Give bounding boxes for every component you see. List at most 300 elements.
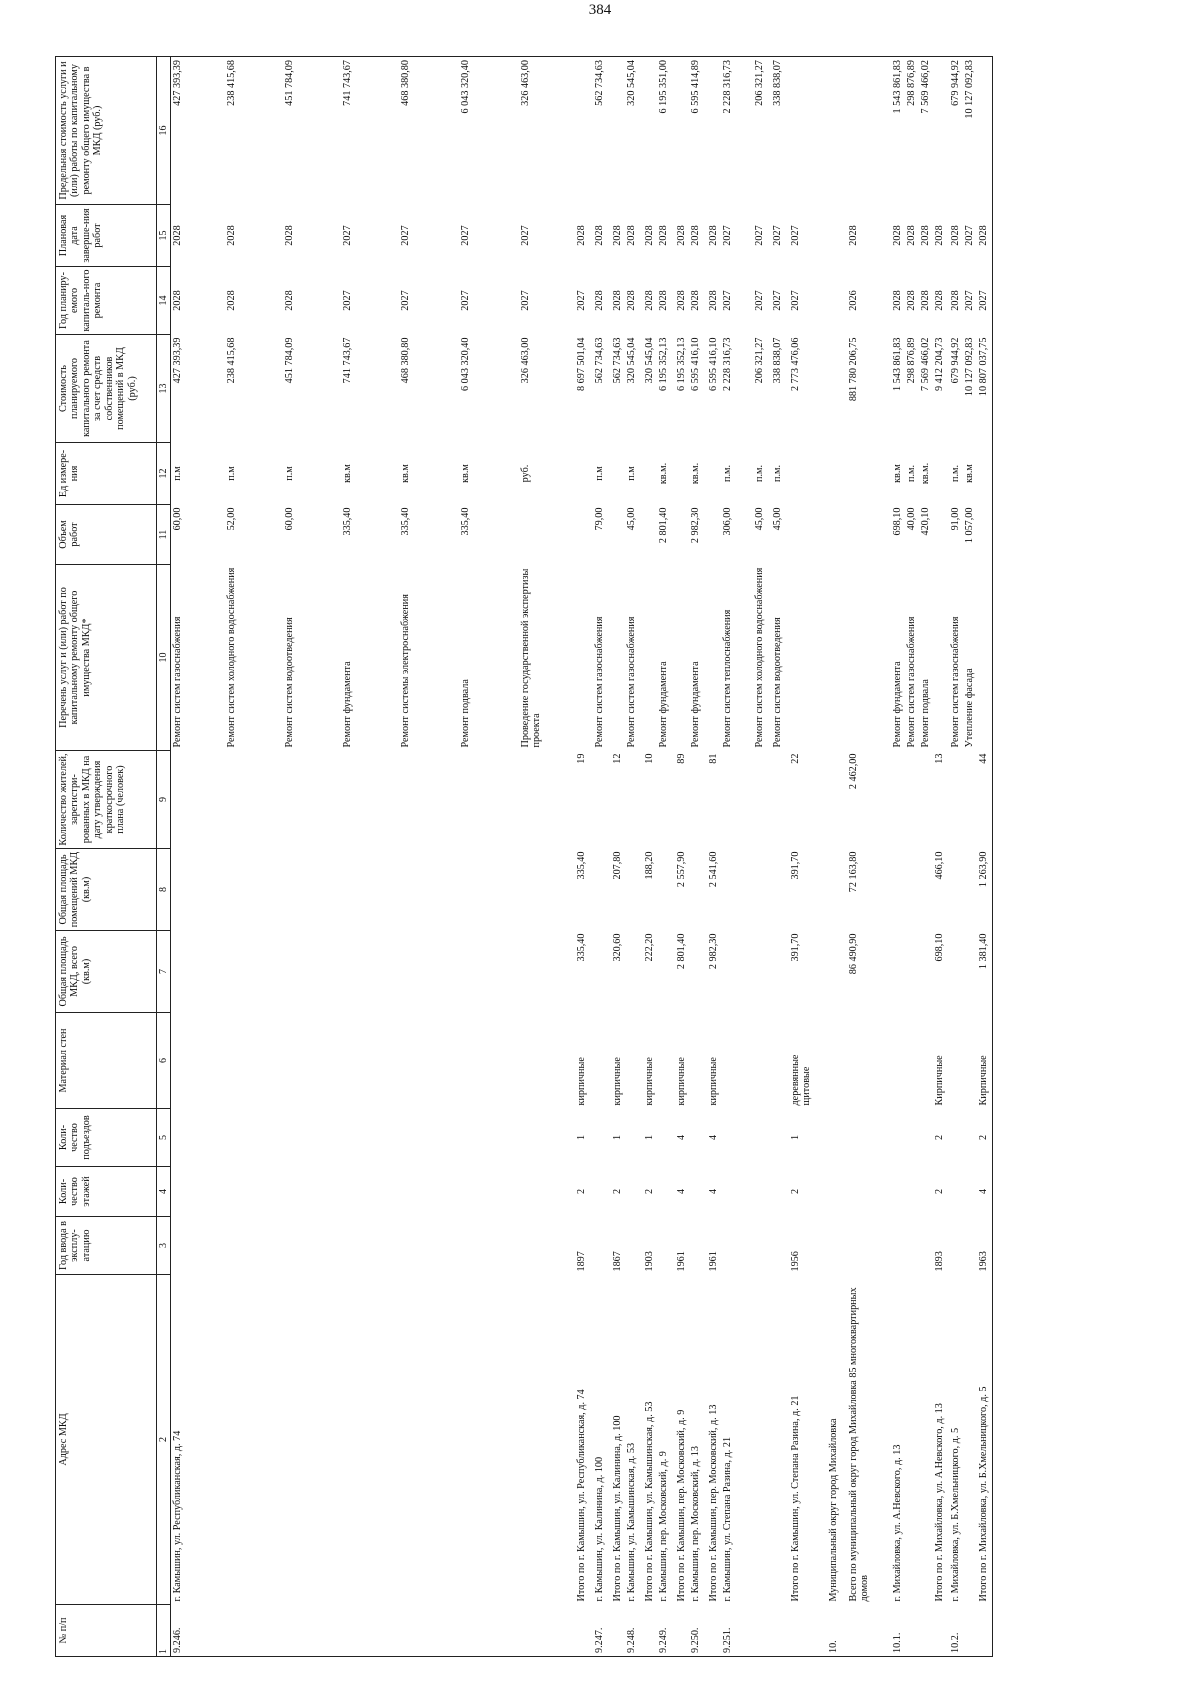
table-cell-col-1 (225, 1605, 283, 1657)
table-cell-col-14: 2028 (625, 290, 637, 311)
table-cell-col-11 (847, 505, 891, 565)
table-cell-col-16: 468 380,80 (399, 57, 459, 205)
table-cell-col-14: 2027 (721, 290, 733, 311)
header-cell: Объем работ (56, 505, 157, 565)
table-row (625, 57, 643, 1657)
table-cell-col-5 (949, 1109, 963, 1167)
table-cell-col-7 (625, 931, 643, 1013)
table-cell-col-10: Ремонт систем водоотведения (283, 617, 295, 748)
table-cell-col-16 (933, 57, 949, 205)
table-cell-col-12 (643, 443, 657, 505)
table-cell-col-1 (283, 1605, 341, 1657)
table-cell-col-7 (225, 931, 283, 1013)
table-cell-col-13: 338 838,07 (771, 337, 783, 384)
table-cell-col-16: 6 043 320,40 (459, 57, 519, 205)
table-cell-col-3: 1961 (707, 1251, 719, 1272)
table-row (771, 57, 789, 1657)
table-cell-col-6: кирпичные (643, 1057, 655, 1106)
table-row (721, 57, 753, 1657)
table-cell-col-10 (933, 565, 949, 751)
table-cell-col-5 (891, 1109, 905, 1167)
table-cell-col-9 (905, 751, 919, 849)
table-cell-col-11: 60,00 (172, 507, 183, 531)
table-cell-col-4 (689, 1167, 707, 1217)
table-cell-col-16 (675, 57, 689, 205)
table-cell-col-1 (459, 1605, 519, 1657)
table-cell-col-8 (283, 849, 341, 931)
table-cell-col-15: 2027 (963, 225, 975, 246)
table-cell-col-8 (721, 849, 753, 931)
table-cell-col-8 (771, 849, 789, 931)
table-cell-col-8 (963, 849, 977, 931)
table-cell-col-1: 10.1. (891, 1605, 905, 1657)
table-cell-col-14: 2027 (789, 290, 801, 311)
table-cell-col-2: г. Камышин, ул. Камышинская, д. 53 (625, 1442, 637, 1602)
table-cell-col-4 (919, 1167, 933, 1217)
table-cell-col-15: 2028 (625, 225, 637, 246)
table-cell-col-13: 6 195 352,13 (675, 337, 687, 391)
table-cell-col-5 (753, 1109, 771, 1167)
table-cell-col-10: Ремонт подвала (919, 679, 931, 748)
table-cell-col-8 (225, 849, 283, 931)
table-cell-col-4: 2 (643, 1188, 655, 1195)
table-cell-col-10: Ремонт систем газоснабжения (949, 616, 961, 748)
table-cell-col-10: Ремонт фундамента (657, 661, 669, 748)
table-cell-col-3 (657, 1217, 675, 1275)
table-cell-col-7: 222,20 (643, 933, 655, 962)
table-cell-col-5: 1 (575, 1134, 587, 1141)
table-cell-col-13: 741 743,67 (341, 337, 353, 384)
table-cell-col-9 (949, 751, 963, 849)
table-cell-col-9: 19 (575, 753, 587, 764)
table-cell-col-10: Ремонт системы электроснабжения (399, 594, 411, 748)
table-cell-col-16 (827, 57, 847, 205)
table-cell-col-16: 10 127 092,83 (963, 57, 977, 205)
table-cell-col-4 (225, 1167, 283, 1217)
column-number: 5 (157, 1109, 171, 1167)
table-cell-col-6 (341, 1013, 399, 1109)
table-cell-col-15: 2028 (707, 225, 719, 246)
table-cell-col-6 (225, 1013, 283, 1109)
column-number: 13 (157, 335, 171, 443)
table-cell-col-3 (625, 1217, 643, 1275)
header-cell: Количество жителей, зарегистри-рованных в МКД на дату утверждения краткосрочного плана (человек) (56, 751, 157, 849)
table-cell-col-7 (459, 931, 519, 1013)
table-cell-col-11: 45,00 (753, 507, 765, 531)
table-cell-col-4 (593, 1167, 611, 1217)
table-cell-col-7: 320,60 (611, 933, 623, 962)
table-cell-col-8 (399, 849, 459, 931)
table-cell-col-1 (519, 1605, 575, 1657)
table-cell-col-3 (963, 1217, 977, 1275)
table-cell-col-6 (171, 1013, 225, 1109)
table-cell-col-13: 1 543 861,83 (891, 337, 903, 391)
table-row (519, 57, 575, 1657)
table-cell-col-15: 2028 (172, 225, 183, 246)
table-cell-col-2: Итого по г. Камышин, пер. Московский, д. 9 (675, 1409, 687, 1602)
column-number: 15 (157, 205, 171, 267)
table-cell-col-6 (689, 1013, 707, 1109)
table-cell-col-16: 1 543 861,83 (891, 57, 905, 205)
table-row (593, 57, 611, 1657)
table-cell-col-16: 6 195 351,00 (657, 57, 675, 205)
table-cell-col-16: 298 876,89 (905, 57, 919, 205)
table-cell-col-10: Ремонт систем газоснабжения (905, 616, 917, 748)
rotated-table-wrapper (55, 57, 1185, 1657)
table-cell-col-4 (625, 1167, 643, 1217)
header-cell: № п/п (56, 1605, 157, 1657)
table-cell-col-4 (827, 1167, 847, 1217)
table-cell-col-9 (891, 751, 905, 849)
table-cell-col-15: 2028 (689, 225, 701, 246)
table-cell-col-16: 320 545,04 (625, 57, 643, 205)
table-cell-col-11: 45,00 (625, 507, 637, 531)
table-cell-col-12 (827, 443, 847, 505)
table-cell-col-13: 10 807 037,75 (977, 335, 993, 443)
table-cell-col-10 (643, 565, 657, 751)
table-cell-col-10: Ремонт систем холодного водоснабжения (225, 567, 237, 748)
table-cell-col-13: 427 393,39 (172, 337, 183, 384)
table-row (675, 57, 689, 1657)
table-cell-col-12: кв.м (399, 464, 411, 483)
table-cell-col-9 (753, 751, 771, 849)
table-cell-col-15: 2028 (949, 225, 961, 246)
table-cell-col-8: 72 163,80 (847, 851, 859, 893)
table-cell-col-3 (721, 1217, 753, 1275)
table-cell-col-6 (891, 1013, 905, 1109)
table-cell-col-8 (689, 849, 707, 931)
table-cell-col-5 (919, 1109, 933, 1167)
table-cell-col-6: кирпичные (707, 1057, 719, 1106)
table-cell-col-10: Утепление фасада (963, 668, 975, 748)
table-cell-col-6 (519, 1013, 575, 1109)
column-number: 10 (157, 565, 171, 751)
table-cell-col-1: 9.248. (625, 1605, 643, 1657)
table-cell-col-5 (341, 1109, 399, 1167)
table-row (643, 57, 657, 1657)
header-cell: Перечень услуг и (или) работ по капитальному ремонту общего имущества МКД* (56, 565, 157, 751)
table-cell-col-13: 6 595 416,10 (689, 337, 701, 391)
table-cell-col-16: 679 944,92 (949, 57, 963, 205)
table-cell-col-10 (675, 565, 689, 751)
table-cell-col-8: 335,40 (575, 851, 587, 880)
table-cell-col-12: п.м. (905, 465, 917, 482)
table-cell-col-4 (847, 1167, 891, 1217)
table-cell-col-6 (949, 1013, 963, 1109)
table-cell-col-16 (789, 57, 827, 205)
table-cell-col-7 (771, 931, 789, 1013)
table-cell-col-9 (963, 751, 977, 849)
table-cell-col-5 (283, 1109, 341, 1167)
table-cell-col-7: 2 801,40 (675, 933, 687, 970)
table-cell-col-3 (847, 1217, 891, 1275)
table-cell-col-9 (827, 751, 847, 849)
table-cell-col-4: 2 (575, 1188, 587, 1195)
table-cell-col-14: 2028 (707, 290, 719, 311)
table-cell-col-1 (643, 1605, 657, 1657)
table-cell-col-10 (977, 565, 993, 751)
header-cell: Общая площадь помещений МКД (кв.м) (56, 849, 157, 931)
table-cell-col-3 (225, 1217, 283, 1275)
table-body (171, 57, 993, 1657)
table-cell-col-14: 2028 (905, 290, 917, 311)
table-cell-col-13: 562 734,63 (593, 337, 605, 384)
table-cell-col-11 (933, 505, 949, 565)
header-cell: Коли-чество подъездов (56, 1109, 157, 1167)
table-cell-col-14: 2028 (657, 290, 669, 311)
table-cell-col-11: 335,40 (459, 507, 471, 536)
table-cell-col-10: Ремонт систем газоснабжения (172, 616, 183, 748)
table-cell-col-7: 1 381,40 (977, 931, 993, 1013)
table-cell-col-12 (977, 443, 993, 505)
table-cell-col-15: 2028 (283, 225, 295, 246)
header-cell: Материал стен (56, 1013, 157, 1109)
table-cell-col-16 (575, 57, 593, 205)
table-cell-col-13: 206 321,27 (753, 337, 765, 384)
table-cell-col-13: 9 412 204,73 (933, 337, 945, 391)
table-cell-col-2: г. Камышин, пер. Московский, д. 13 (689, 1446, 701, 1602)
table-cell-col-2: Итого по г. Камышин, ул. Степана Разина, д. 21 (789, 1395, 801, 1602)
header-cell: Год планиру-емого капиталь-ного ремонта (56, 267, 157, 335)
table-cell-col-3 (905, 1217, 919, 1275)
table-cell-col-6 (827, 1013, 847, 1109)
table-cell-col-13 (827, 335, 847, 443)
table-row (789, 57, 827, 1657)
table-cell-col-11: 52,00 (225, 507, 237, 531)
table-cell-col-8 (919, 849, 933, 931)
table-cell-col-5 (225, 1109, 283, 1167)
table-cell-col-2 (771, 1275, 789, 1605)
table-cell-col-8 (593, 849, 611, 931)
table-cell-col-2: Итого по г. Камышин, ул. Калинина, д. 100 (611, 1415, 623, 1602)
table-cell-col-16: 6 595 414,89 (689, 57, 707, 205)
page-number: 384 (588, 2, 612, 18)
table-cell-col-13: 6 043 320,40 (459, 337, 471, 391)
table-cell-col-3: 1867 (611, 1251, 623, 1272)
table-cell-col-7 (657, 931, 675, 1013)
table-cell-col-12: п.м (225, 466, 237, 481)
table-cell-col-2: Итого по г. Камышин, ул. Республиканская, д. 74 (575, 1389, 587, 1602)
table-cell-col-2: г. Камышин, ул. Республиканская, д. 74 (172, 1430, 183, 1602)
table-cell-col-11 (977, 505, 993, 565)
table-cell-col-7 (753, 931, 771, 1013)
table-cell-col-16: 326 463,00 (519, 57, 575, 205)
table-cell-col-13: 320 545,04 (625, 337, 637, 384)
table-cell-col-10 (827, 565, 847, 751)
table-cell-col-5 (827, 1109, 847, 1167)
table-cell-col-12: п.м (283, 466, 295, 481)
table-cell-col-3 (919, 1217, 933, 1275)
table-cell-col-8 (905, 849, 919, 931)
table-cell-col-9 (459, 751, 519, 849)
table-cell-col-11: 40,00 (905, 507, 917, 531)
table-cell-col-12 (575, 443, 593, 505)
table-cell-col-1 (771, 1605, 789, 1657)
column-number: 9 (157, 751, 171, 849)
header-cell: Стоимость планируемого капитального ремонта за счет средств собственников помещений в МКД (руб.) (56, 335, 157, 443)
table-cell-col-10: Проведение государственной экспертизы проекта (519, 568, 542, 748)
table-cell-col-12 (707, 443, 721, 505)
table-cell-col-10 (789, 565, 827, 751)
table-cell-col-9: 89 (675, 753, 687, 764)
table-cell-col-15: 2027 (721, 225, 733, 246)
table-cell-col-14: 2028 (675, 290, 687, 311)
table-cell-col-1: 9.246. (171, 1605, 225, 1657)
table-cell-col-1 (399, 1605, 459, 1657)
table-cell-col-11: 91,00 (949, 507, 961, 531)
table-cell-col-1 (575, 1605, 593, 1657)
table-cell-col-15: 2027 (341, 225, 353, 246)
table-cell-col-4 (283, 1167, 341, 1217)
table-cell-col-2 (459, 1275, 519, 1605)
column-number: 12 (157, 443, 171, 505)
table-cell-col-16: 7 569 466,02 (919, 57, 933, 205)
table-cell-col-5 (771, 1109, 789, 1167)
table-row (399, 57, 459, 1657)
header-cell: Адрес МКД (56, 1275, 157, 1605)
table-cell-col-15: 2027 (519, 225, 531, 246)
header-cell: Ед измере-ния (56, 443, 157, 505)
table-row (459, 57, 519, 1657)
table-cell-col-7 (949, 931, 963, 1013)
table-cell-col-4 (657, 1167, 675, 1217)
table-row (891, 57, 905, 1657)
table-cell-col-10: Ремонт систем водоотведения (771, 617, 783, 748)
table-row (847, 57, 891, 1657)
table-cell-col-5: 1 (643, 1134, 655, 1141)
table-cell-col-1 (675, 1605, 689, 1657)
table-row (611, 57, 625, 1657)
table-cell-col-5 (721, 1109, 753, 1167)
table-cell-col-2 (283, 1275, 341, 1605)
table-cell-col-12 (789, 443, 827, 505)
table-cell-col-4 (171, 1167, 225, 1217)
table-cell-col-5: 1 (789, 1134, 801, 1141)
table-cell-col-12: п.м (172, 466, 183, 481)
table-cell-col-8 (753, 849, 771, 931)
table-cell-col-12: кв.м. (689, 462, 701, 485)
table-cell-col-7 (519, 931, 575, 1013)
table-cell-col-2: г. Михайловка, ул. Б.Хмельницкого, д. 5 (949, 1427, 961, 1602)
table-cell-col-12: кв.м (891, 464, 903, 483)
table-cell-col-2: г. Камышин, ул. Степана Разина, д. 21 (721, 1436, 733, 1602)
table-cell-col-5 (963, 1109, 977, 1167)
table-cell-col-5 (905, 1109, 919, 1167)
table-cell-col-6 (399, 1013, 459, 1109)
table-cell-col-1 (963, 1605, 977, 1657)
table-cell-col-4 (963, 1167, 977, 1217)
table-cell-col-11: 335,40 (341, 507, 353, 536)
table-cell-col-2 (963, 1275, 977, 1605)
table-cell-col-10: Ремонт систем холодного водоснабжения (753, 567, 765, 748)
table-cell-col-14: 2028 (919, 290, 931, 311)
table-cell-col-11 (707, 505, 721, 565)
table-cell-col-1 (789, 1605, 827, 1657)
table-cell-col-14: 2027 (963, 290, 975, 311)
table-cell-col-1 (707, 1605, 721, 1657)
table-cell-col-2 (519, 1275, 575, 1605)
table-cell-col-14: 2028 (225, 290, 237, 311)
table-cell-col-6: деревянные щитовые (789, 1054, 812, 1106)
table-cell-col-14: 2028 (933, 290, 945, 311)
table-cell-col-8 (827, 849, 847, 931)
table-cell-col-3: 1897 (575, 1251, 587, 1272)
table-cell-col-15: 2027 (789, 225, 801, 246)
column-number: 7 (157, 931, 171, 1013)
table-cell-col-3 (753, 1217, 771, 1275)
table-cell-col-15: 2028 (919, 225, 931, 246)
table-cell-col-12 (847, 443, 891, 505)
table-cell-col-15: 2027 (771, 225, 783, 246)
table-cell-col-14: 2027 (459, 290, 471, 311)
table-cell-col-6 (625, 1013, 643, 1109)
table-cell-col-1: 9.249. (657, 1605, 675, 1657)
table-cell-col-2: Итого по г. Камышин, пер. Московский, д. 13 (707, 1404, 719, 1602)
table-row (225, 57, 283, 1657)
table-cell-col-13: 7 569 466,02 (919, 337, 931, 391)
table-cell-col-2 (225, 1275, 283, 1605)
table-cell-col-11 (827, 505, 847, 565)
table-cell-col-15: 2028 (675, 225, 687, 246)
table-cell-col-6 (919, 1013, 933, 1109)
table-cell-col-3 (399, 1217, 459, 1275)
header-cell: Общая площадь МКД, всего (кв.м) (56, 931, 157, 1013)
table-cell-col-15: 2027 (753, 225, 765, 246)
header-cell: Предельная стоимость услуги и (или) работы по капитальному ремонту общего имущества в МКД (руб.) (56, 57, 157, 205)
header-cell: Коли-чество этажей (56, 1167, 157, 1217)
table-cell-col-6 (771, 1013, 789, 1109)
column-number-row (157, 57, 171, 1657)
table-cell-col-15: 2028 (593, 225, 605, 246)
table-cell-col-9 (919, 751, 933, 849)
table-cell-col-3 (459, 1217, 519, 1275)
table-cell-col-1: 9.251. (721, 1605, 753, 1657)
table-cell-col-7 (399, 931, 459, 1013)
table-cell-col-12: кв.м. (919, 462, 931, 485)
table-cell-col-3 (593, 1217, 611, 1275)
table-cell-col-13: 10 127 092,83 (963, 337, 975, 397)
table-cell-col-12: п.м (593, 466, 605, 481)
table-cell-col-6 (657, 1013, 675, 1109)
table-cell-col-6: Кирпичные (933, 1055, 945, 1106)
table-cell-col-7: 391,70 (789, 933, 801, 962)
table-cell-col-15: 2028 (643, 225, 655, 246)
table-cell-col-15: 2028 (847, 225, 859, 246)
table-row (963, 57, 977, 1657)
table-cell-col-4 (341, 1167, 399, 1217)
table-cell-col-9: 44 (977, 751, 993, 849)
table-cell-col-9 (625, 751, 643, 849)
table-cell-col-5: 4 (675, 1134, 687, 1141)
table-cell-col-11 (675, 505, 689, 565)
table-cell-col-4: 2 (933, 1188, 945, 1195)
table-cell-col-12: руб. (519, 464, 531, 483)
table-cell-col-5: 2 (977, 1109, 993, 1167)
table-cell-col-3 (283, 1217, 341, 1275)
table-cell-col-1 (611, 1605, 625, 1657)
table-cell-col-8 (341, 849, 399, 931)
table-cell-col-4 (905, 1167, 919, 1217)
table-cell-col-7 (963, 931, 977, 1013)
table-cell-col-6 (459, 1013, 519, 1109)
table-cell-col-8: 207,80 (611, 851, 623, 880)
table-cell-col-4 (519, 1167, 575, 1217)
table-row (341, 57, 399, 1657)
table-cell-col-9 (283, 751, 341, 849)
table-cell-col-11: 45,00 (771, 507, 783, 531)
table-row (657, 57, 675, 1657)
table-cell-col-10 (707, 565, 721, 751)
